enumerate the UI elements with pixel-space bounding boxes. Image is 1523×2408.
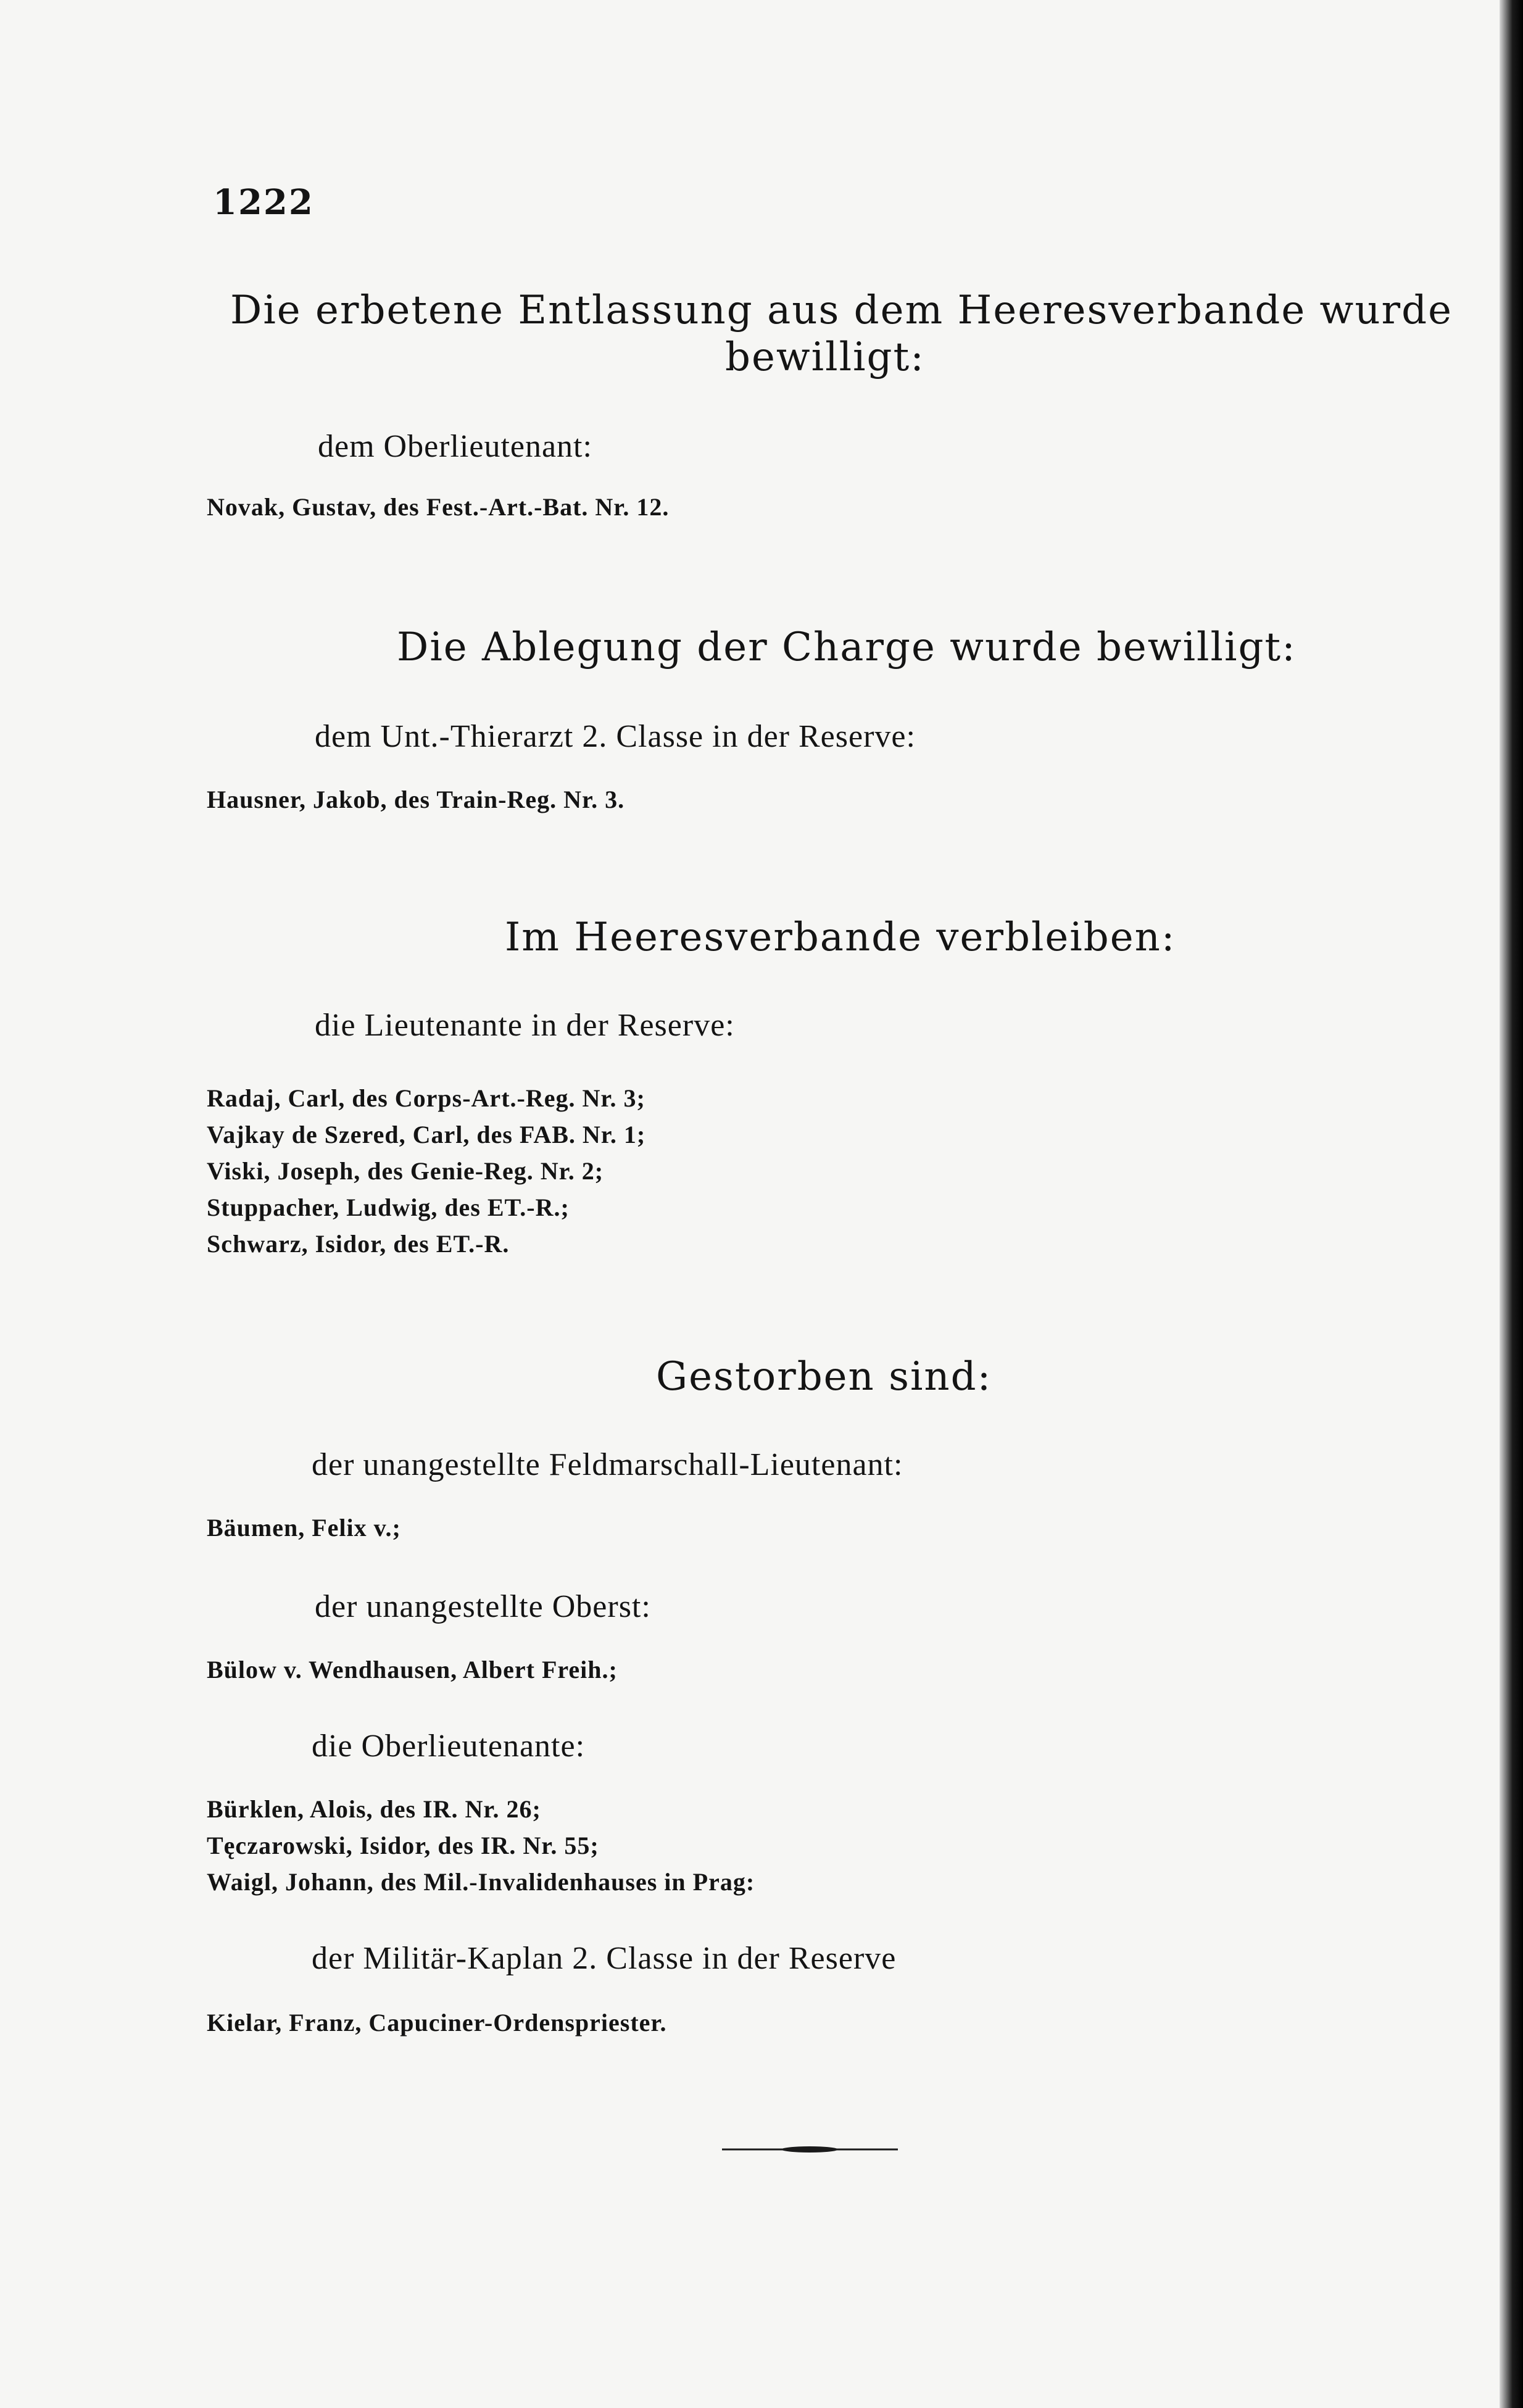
list-item: Schwarz, Isidor, des ET.-R. xyxy=(207,1230,510,1258)
group-title-oberlieutenant: dem Oberlieutenant: xyxy=(318,429,592,464)
heading-entlassung-line2: bewilligt: xyxy=(725,334,925,380)
group-title-thierarzt: dem Unt.-Thierarzt 2. Classe in der Reserve: xyxy=(315,719,916,754)
group-title-lieutenante-reserve: die Lieutenante in der Reserve: xyxy=(315,1008,735,1043)
entry-list-oberlieutenante xyxy=(207,1791,755,1900)
list-item: Radaj, Carl, des Corps-Art.-Reg. Nr. 3; xyxy=(207,1084,645,1112)
heading-entlassung-line1: Die erbetene Entlassung aus dem Heeresverbande wurde xyxy=(230,288,1453,333)
group-title-oberlieutenante: die Oberlieutenante: xyxy=(312,1729,586,1764)
end-ornament-rule xyxy=(722,2145,898,2154)
group-title-oberst: der unangestellte Oberst: xyxy=(315,1589,651,1624)
entry-list-oberst xyxy=(207,1651,618,1688)
page-binding-edge xyxy=(1500,0,1523,2408)
list-item: Waigl, Johann, des Mil.-Invalidenhauses in Prag: xyxy=(207,1868,755,1896)
entry-list-militaer-kaplan xyxy=(207,2004,666,2041)
entry-list-feldmarschall-lieutenant xyxy=(207,1509,401,1546)
list-item: Tęczarowski, Isidor, des IR. Nr. 55; xyxy=(207,1832,599,1859)
page-number: 1222 xyxy=(213,182,314,223)
list-item: Viski, Joseph, des Genie-Reg. Nr. 2; xyxy=(207,1157,604,1185)
group-title-militaer-kaplan: der Militär-Kaplan 2. Classe in der Reserve xyxy=(312,1941,897,1976)
heading-ablegung: Die Ablegung der Charge wurde bewilligt: xyxy=(397,625,1297,670)
list-item: Stuppacher, Ludwig, des ET.-R.; xyxy=(207,1194,570,1221)
heading-gestorben: Gestorben sind: xyxy=(656,1354,992,1400)
entry-list-ablegung xyxy=(207,781,625,818)
list-item: Novak, Gustav, des Fest.-Art.-Bat. Nr. 12. xyxy=(207,493,670,521)
group-title-feldmarschall-lieutenant: der unangestellte Feldmarschall-Lieutenant: xyxy=(312,1447,903,1482)
heading-verbleiben: Im Heeresverbande verbleiben: xyxy=(505,915,1176,960)
list-item: Vajkay de Szered, Carl, des FAB. Nr. 1; xyxy=(207,1121,646,1148)
list-item: Bäumen, Felix v.; xyxy=(207,1514,401,1542)
entry-list-verbleiben xyxy=(207,1080,645,1262)
entry-list-entlassung xyxy=(207,489,669,525)
list-item: Bürklen, Alois, des IR. Nr. 26; xyxy=(207,1795,541,1823)
list-item: Bülow v. Wendhausen, Albert Freih.; xyxy=(207,1656,618,1684)
list-item: Kielar, Franz, Capuciner-Ordenspriester. xyxy=(207,2009,667,2036)
list-item: Hausner, Jakob, des Train-Reg. Nr. 3. xyxy=(207,786,625,813)
